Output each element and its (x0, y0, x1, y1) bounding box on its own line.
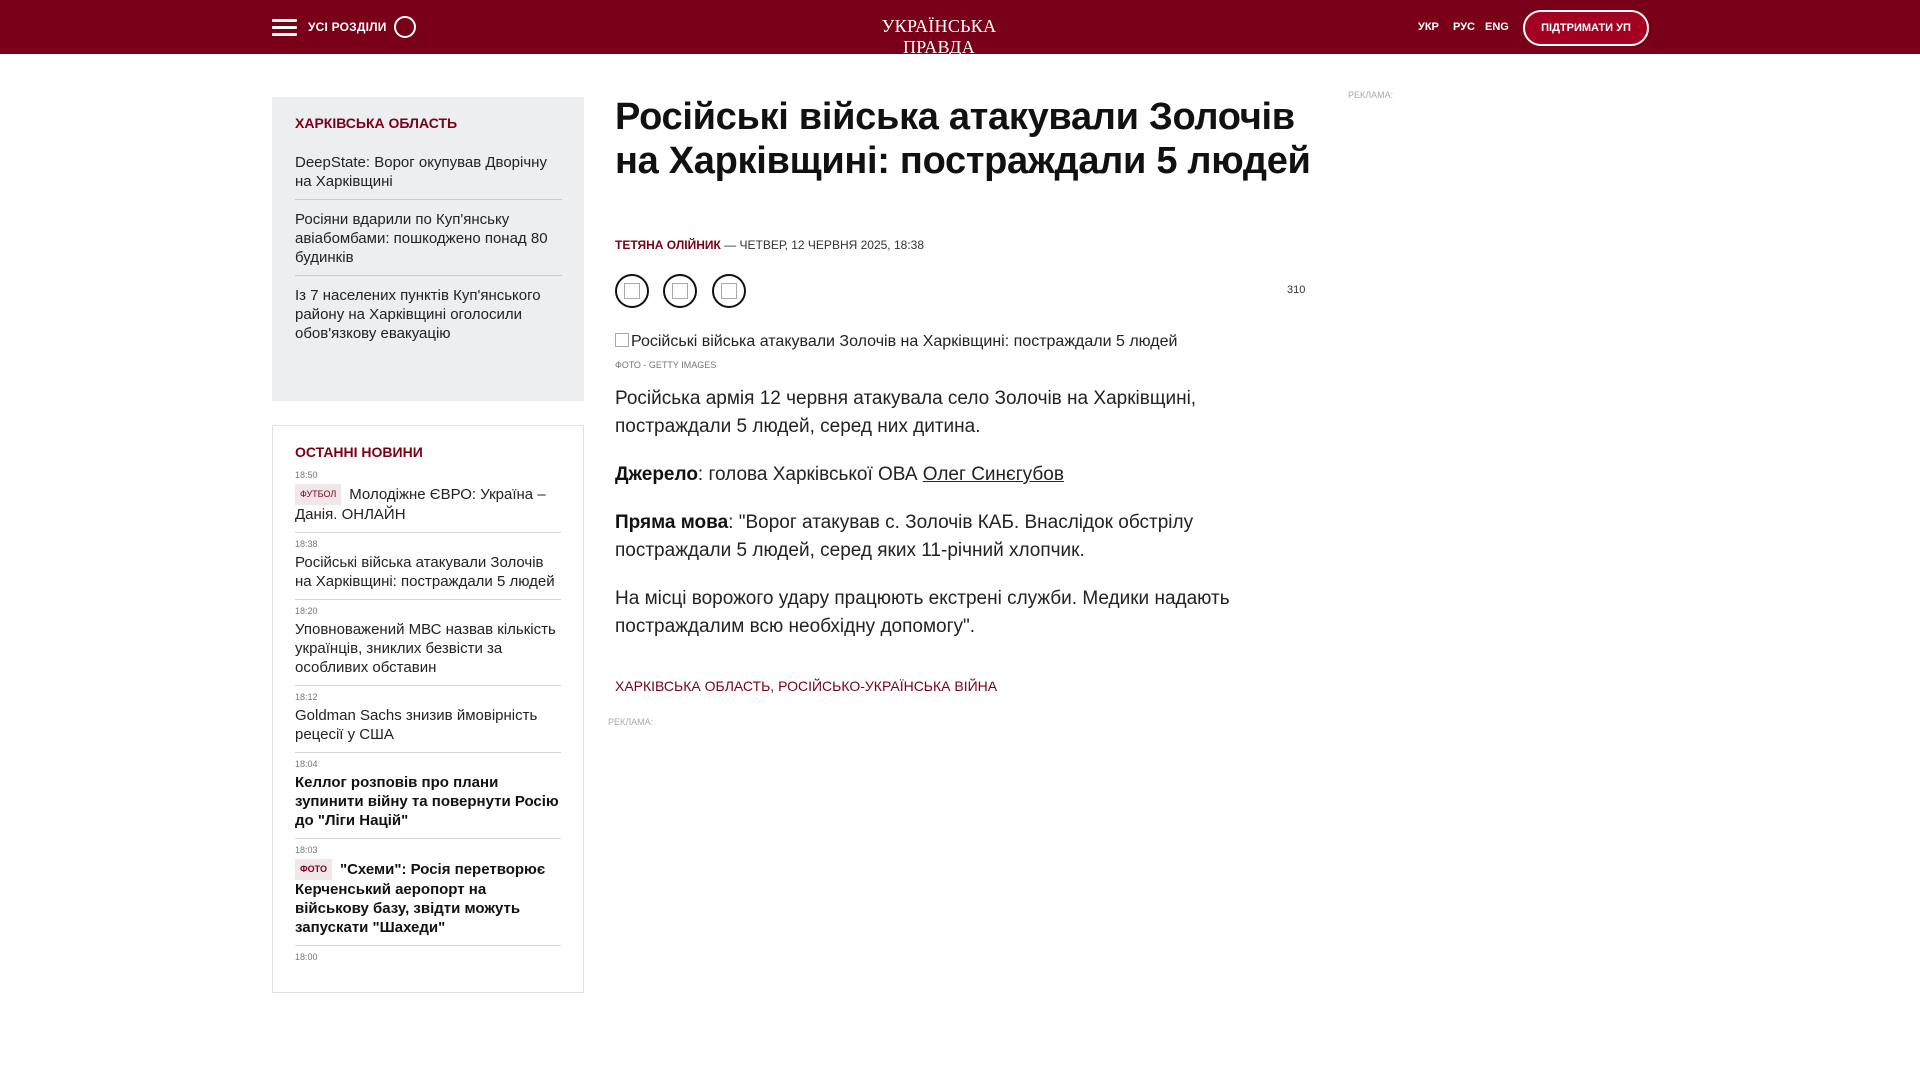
publish-date: — ЧЕТВЕР, 12 ЧЕРВНЯ 2025, 18:38 (724, 238, 924, 252)
news-title[interactable]: Goldman Sachs знизив ймовірність рецесії у США (295, 707, 538, 743)
quote-text: : "Ворог атакував с. Золочів КАБ. Внаслідок обстрілу постраждали 5 людей, серед яких 11-річний хлопчик. (615, 512, 1194, 561)
category-tag[interactable]: ФУТБОЛ (295, 484, 341, 505)
region-title[interactable]: ХАРКІВСЬКА ОБЛАСТЬ (295, 115, 458, 131)
article-body (615, 385, 1295, 661)
tag-link[interactable]: РОСІЙСЬКО-УКРАЇНСЬКА ВІЙНА (778, 678, 998, 694)
source-label: Джерело (615, 464, 698, 485)
region-news-item[interactable]: Із 7 населених пунктів Куп'янського району на Харківщині оголосили обов'язкову евакуацію (295, 287, 541, 342)
paragraph: На місці ворожого удару працюють екстрені служби. Медики надають постраждалим всю необхідну допомогу". (615, 588, 1230, 637)
share-facebook-icon[interactable] (615, 274, 649, 308)
news-title[interactable]: Келлог розповів про плани зупинити війну та повернути Росію до "Ліги Націй" (295, 774, 559, 829)
tag-link[interactable]: ХАРКІВСЬКА ОБЛАСТЬ (615, 678, 771, 694)
lang-rus[interactable]: РУС (1453, 21, 1475, 33)
paragraph: Російська армія 12 червня атакувала село Золочів на Харківщині, постраждали 5 людей, серед них дитина. (615, 388, 1197, 437)
support-button[interactable]: ПІДТРИМАТИ УП (1523, 10, 1649, 46)
lang-ukr[interactable]: УКР (1418, 21, 1439, 33)
author-link[interactable]: ТЕТЯНА ОЛІЙНИК (615, 238, 721, 252)
tag-separator: , (770, 678, 779, 694)
byline (615, 238, 924, 252)
news-time: 18:50 (295, 470, 318, 480)
news-title[interactable]: Молодіжне ЄВРО: Україна – Данія. ОНЛАЙН (295, 486, 546, 523)
news-time: 18:04 (295, 759, 318, 769)
search-icon[interactable] (394, 16, 416, 38)
ad-label: РЕКЛАМА: (608, 717, 654, 727)
list-item[interactable] (295, 600, 561, 686)
list-item[interactable] (295, 946, 561, 974)
view-count: 310 (1287, 284, 1306, 296)
latest-news-title[interactable]: ОСТАННІ НОВИНИ (295, 444, 423, 460)
paragraph (615, 461, 1295, 489)
paragraph (615, 509, 1295, 565)
news-time: 18:38 (295, 539, 318, 549)
news-time: 18:03 (295, 845, 318, 855)
list-item[interactable] (295, 686, 561, 753)
lang-eng[interactable]: ENG (1485, 21, 1509, 33)
region-news-item[interactable]: Росіяни вдарили по Куп'янську авіабомбами: пошкоджено понад 80 будинків (295, 200, 562, 276)
source-text: : голова Харківської ОВА (697, 464, 923, 485)
source-link[interactable]: Олег Синєгубов (922, 464, 1064, 485)
top-bar (0, 0, 1920, 57)
news-time: 18:12 (295, 692, 318, 702)
share-buttons (615, 274, 756, 313)
news-time: 18:20 (295, 606, 318, 616)
list-item[interactable] (295, 839, 561, 946)
list-item[interactable] (295, 753, 561, 839)
ad-label: РЕКЛАМА: (1348, 90, 1394, 100)
list-item[interactable] (295, 464, 561, 533)
article-image: Російські війська атакували Золочів на Харківщині: постраждали 5 людей (615, 333, 1177, 351)
latest-news-box (272, 425, 584, 993)
article-tags (615, 678, 997, 694)
all-sections-link[interactable]: УСІ РОЗДІЛИ (308, 20, 387, 34)
news-title[interactable]: Російські війська атакували Золочів на Харківщині: постраждали 5 людей (295, 554, 555, 590)
news-title[interactable]: "Схеми": Росія перетворює Керченський аеропорт на військову базу, звідти можуть запускати "Шахеди" (295, 861, 546, 936)
photo-credit: ФОТО - GETTY IMAGES (615, 360, 717, 370)
news-title[interactable]: Уповноважений МВС назвав кількість українців, зниклих безвісти за особливих обставин (295, 621, 556, 676)
share-telegram-icon[interactable] (712, 274, 746, 308)
region-news-box (272, 97, 584, 401)
site-logo[interactable]: УКРАЇНСЬКА ПРАВДА (881, 16, 997, 57)
category-tag[interactable]: ФОТО (295, 859, 332, 880)
hamburger-menu-icon[interactable] (272, 19, 297, 36)
share-twitter-icon[interactable] (663, 274, 697, 308)
list-item[interactable] (295, 533, 561, 600)
quote-label: Пряма мова (615, 512, 729, 533)
news-time: 18:00 (295, 952, 318, 962)
region-news-item[interactable]: DeepState: Ворог окупував Дворічну на Харківщині (295, 143, 562, 200)
article-headline: Російські війська атакували Золочів на Харківщині: постраждали 5 людей (615, 96, 1311, 182)
